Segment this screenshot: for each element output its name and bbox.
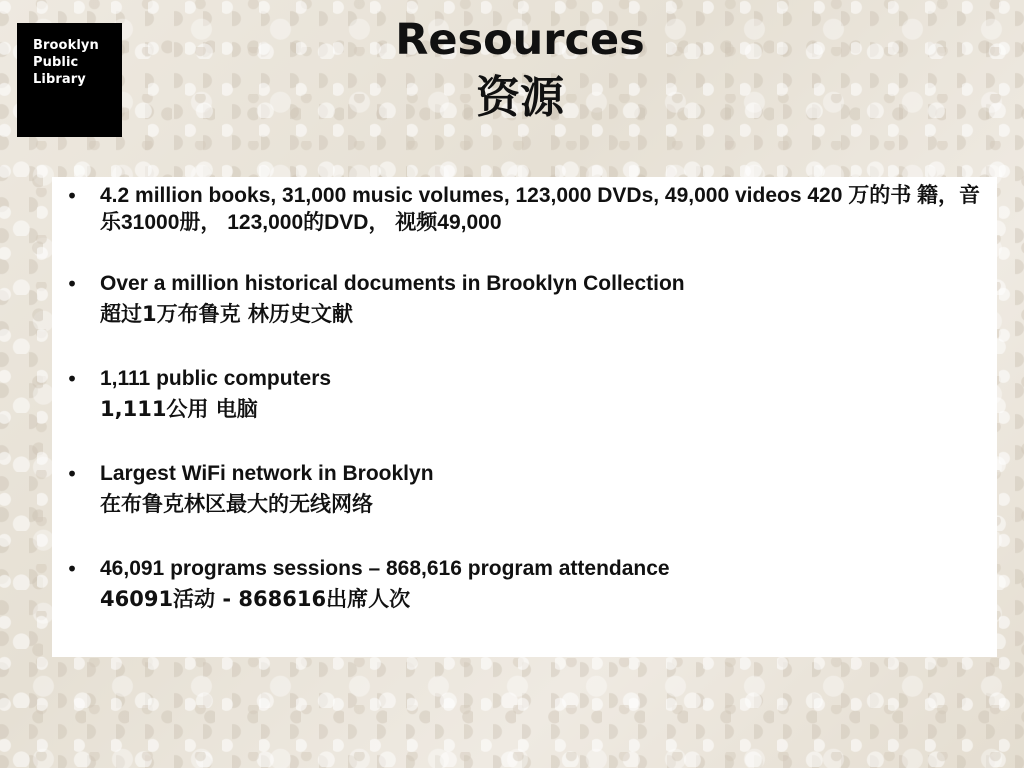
bullet-text-chinese: 超过1万布鲁克 林历史文献	[100, 302, 353, 326]
logo-text-line-1: Brooklyn	[33, 38, 99, 53]
bullet-item-program-sessions	[62, 555, 987, 616]
slide-title	[0, 12, 1024, 128]
slide-title-english: Resources	[395, 15, 645, 65]
bullet-text-chinese: 1,111公用 电脑	[100, 397, 258, 421]
bullet-text-english: 46,091 programs sessions – 868,616 program attendance	[100, 557, 670, 580]
bullet-item-public-computers	[62, 365, 987, 426]
bullet-text-english: Over a million historical documents in Brooklyn Collection	[100, 272, 685, 295]
logo-text-line-2: Public	[33, 55, 79, 70]
bullet-text-english: Largest WiFi network in Brooklyn	[100, 462, 434, 485]
bullet-marker: •	[66, 462, 78, 486]
logo-text-line-3: Library	[33, 72, 86, 87]
bullet-item-wifi-network	[62, 460, 987, 521]
bullet-text-chinese: 在布鲁克林区最大的无线网络	[100, 492, 373, 516]
bullet-item-collection-stats	[62, 182, 987, 236]
bullet-marker: •	[66, 184, 78, 208]
bullet-text-chinese: 46091活动 - 868616出席人次	[100, 587, 411, 611]
bullet-marker: •	[66, 557, 78, 581]
bullet-text-english: 1,111 public computers	[100, 367, 332, 390]
bullet-list	[62, 182, 987, 616]
bullet-item-historical-documents	[62, 270, 987, 331]
bullet-marker: •	[66, 272, 78, 296]
bullet-marker: •	[66, 367, 78, 391]
bullet-text: 4.2 million books, 31,000 music volumes, 123,000 DVDs, 49,000 videos 420 万的书 籍，音乐31000册， 123,000的DVD， 视频49,000	[100, 184, 981, 234]
content-panel	[52, 177, 997, 657]
slide-title-chinese: 资源	[476, 72, 564, 123]
